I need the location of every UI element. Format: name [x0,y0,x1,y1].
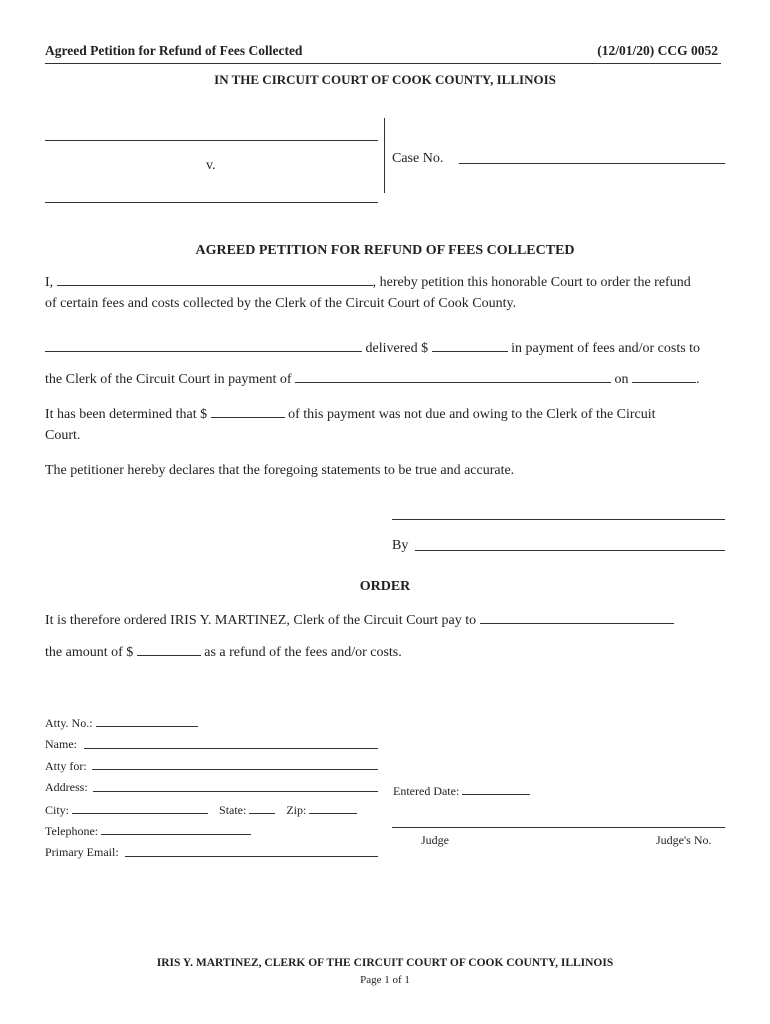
zip-field[interactable] [309,802,357,814]
declaration-text: The petitioner hereby declares that the foregoing statements to be true and accurate. [45,463,515,478]
versus-text: v. [206,158,216,173]
clerk-payment-text: the Clerk of the Circuit Court in payment of [45,372,292,387]
atty-no-label: Atty. No.: [45,716,93,730]
by-label: By [392,538,409,553]
state-field[interactable] [249,802,275,814]
payment-fees-text: in payment of fees and/or costs to [511,341,701,356]
order-amount-line [45,642,402,661]
petitioner-name-field[interactable] [57,272,373,286]
name-field[interactable] [84,748,378,749]
petition-i: I, [45,275,54,290]
petitioner-signature-line[interactable] [392,519,725,520]
page-number: Page 1 of 1 [360,974,410,986]
petition-line-1 [45,272,691,291]
order-line-1 [45,610,674,629]
on-text: on [614,372,629,387]
order-text: It is therefore ordered IRIS Y. MARTINEZ, Clerk of the Circuit Court pay to [45,613,477,628]
name-label: Name: [45,737,77,751]
atty-no-field[interactable] [96,715,198,727]
atty-for-field[interactable] [92,769,378,770]
plaintiff-line[interactable] [45,140,378,141]
by-signature-field[interactable] [415,550,725,551]
period-text: . [696,372,700,387]
form-title: Agreed Petition for Refund of Fees Collected [45,43,303,58]
delivered-text: delivered $ [365,341,429,356]
case-no-label: Case No. [392,151,444,166]
determined-line [45,404,656,423]
determined-end-text: of this payment was not due and owing to the Clerk of the Circuit [288,407,656,422]
determined-text: It has been determined that $ [45,407,208,422]
header-rule [45,63,721,64]
refund-amount-field[interactable] [137,642,201,656]
not-owed-amount-field[interactable] [211,404,285,418]
petition-heading: AGREED PETITION FOR REFUND OF FEES COLLECTED [195,243,575,258]
defendant-line[interactable] [45,202,378,203]
payment-of-field[interactable] [295,369,611,383]
court-title: IN THE CIRCUIT COURT OF COOK COUNTY, ILLINOIS [214,72,556,87]
email-field[interactable] [125,856,378,857]
city-state-zip-row [45,802,357,818]
zip-label: Zip: [286,803,307,817]
city-label: City: [45,803,70,817]
atty-for-label: Atty for: [45,759,87,773]
email-label: Primary Email: [45,845,119,859]
city-field[interactable] [72,802,208,814]
judge-no-label: Judge's No. [656,833,712,847]
state-label: State: [219,803,247,817]
judge-label: Judge [421,833,449,847]
clerk-payment-line [45,369,700,388]
petition-line-1-end: , hereby petition this honorable Court to order the refund [372,275,691,290]
entered-date-field[interactable] [462,783,530,795]
address-label: Address: [45,780,88,794]
form-code: (12/01/20) CCG 0052 [597,43,718,58]
delivered-amount-field[interactable] [432,338,508,352]
order-heading: ORDER [359,579,411,594]
delivered-line [45,338,700,357]
judge-signature-line[interactable] [392,827,725,828]
atty-no-row [45,715,198,731]
deliverer-field[interactable] [45,338,362,352]
petition-line-2: of certain fees and costs collected by the Clerk of the Circuit Court of Cook County. [45,296,517,311]
entered-date-label: Entered Date: [393,784,460,798]
amount-text: the amount of $ [45,645,134,660]
telephone-label: Telephone: [45,824,99,838]
court-word: Court. [45,428,81,443]
amount-end-text: as a refund of the fees and/or costs. [204,645,402,660]
telephone-field[interactable] [101,823,251,835]
pay-to-field[interactable] [480,610,674,624]
footer-clerk: IRIS Y. MARTINEZ, CLERK OF THE CIRCUIT COURT OF COOK COUNTY, ILLINOIS [156,957,614,969]
payment-date-field[interactable] [632,369,696,383]
case-no-field[interactable] [459,163,725,164]
entered-date-row [393,783,530,799]
telephone-row [45,823,251,839]
address-field[interactable] [93,791,378,792]
caption-divider [384,118,385,193]
